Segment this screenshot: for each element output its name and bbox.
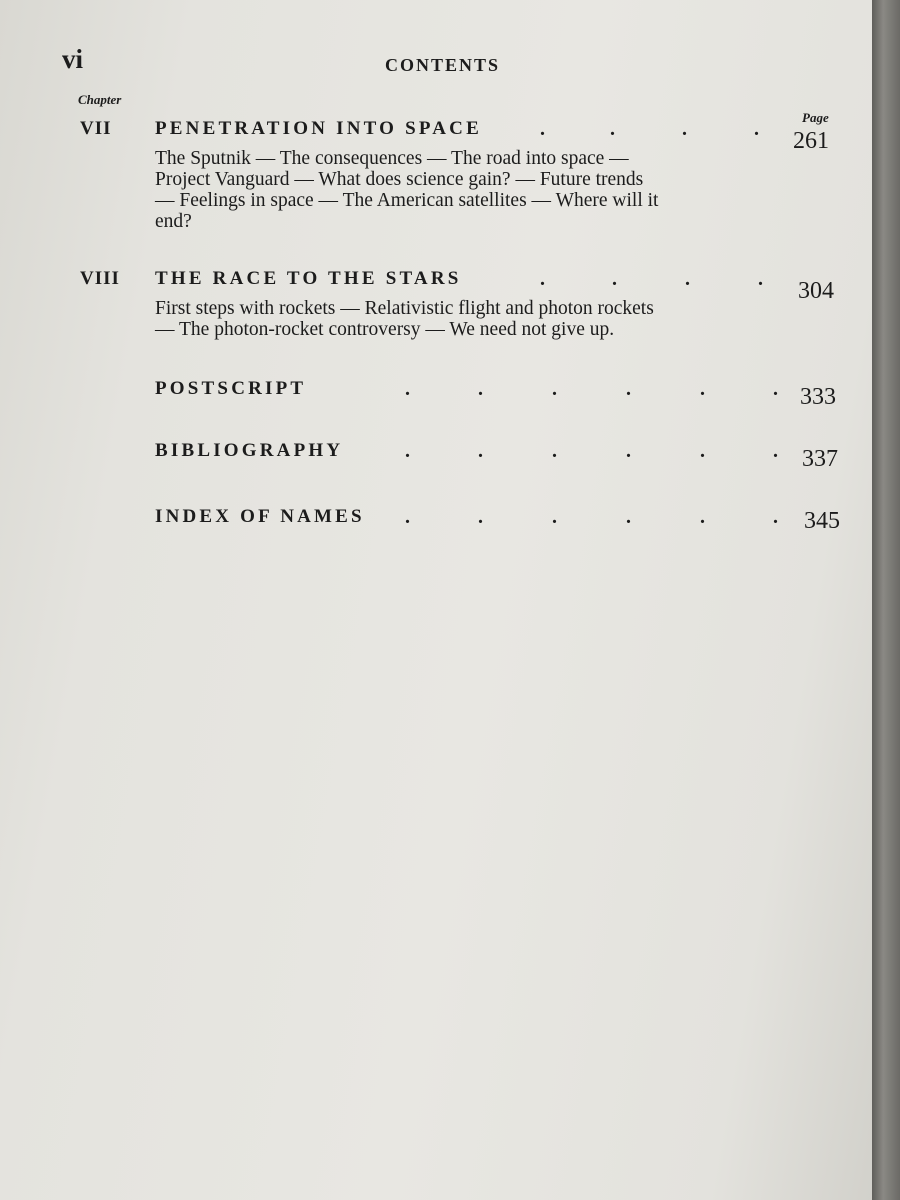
page-ref: 261: [793, 128, 829, 154]
chapter-title: THE RACE TO THE STARS: [155, 268, 462, 289]
chapter-title: PENETRATION INTO SPACE: [155, 118, 482, 139]
toc-entry: POSTSCRIPT . . . . . . 333: [155, 378, 836, 410]
section-title: INDEX OF NAMES: [155, 506, 365, 527]
summary-line: — Feelings in space — The American satellites — Where will it: [155, 190, 659, 211]
chapter-summary: [155, 298, 775, 340]
summary-line: Project Vanguard — What does science gain? — Future trends: [155, 169, 644, 190]
summary-line: — The photon-rocket controversy — We need not give up.: [155, 319, 615, 340]
summary-line: end?: [155, 211, 192, 232]
section-title: BIBLIOGRAPHY: [155, 440, 344, 461]
page-number: vi: [62, 44, 84, 74]
section-title: POSTSCRIPT: [155, 378, 307, 399]
chapter-number: VIII: [80, 268, 120, 289]
page-ref: 345: [804, 508, 840, 534]
page-column-label: Page: [802, 110, 829, 125]
summary-line: The Sputnik — The consequences — The road into space —: [155, 148, 629, 169]
toc-entry: VIII THE RACE TO THE STARS . . . . 304 First steps with rockets — Relativistic flight and photon rockets — The photon-rocket controversy — We need not give up.: [80, 268, 834, 340]
page-ref: 304: [798, 278, 834, 304]
page-ref: 337: [802, 446, 838, 472]
page-title: CONTENTS: [385, 55, 501, 75]
toc-entry: BIBLIOGRAPHY . . . . . . 337: [155, 440, 838, 472]
toc-entry: VII PENETRATION INTO SPACE . . . . 261 The Sputnik — The consequences — The road into space — Project Vanguard — What does science gain? — Future trends — Feelings in space — The American satellites — Where will it end?: [80, 118, 829, 232]
chapter-column-label: Chapter: [78, 92, 122, 107]
chapter-summary: [155, 148, 775, 232]
chapter-number: VII: [80, 118, 112, 139]
summary-line: First steps with rockets — Relativistic flight and photon rockets: [155, 298, 654, 319]
toc-entry: INDEX OF NAMES . . . . . . 345: [155, 506, 840, 534]
page-ref: 333: [800, 384, 836, 410]
page-edge-shadow: [872, 0, 900, 1200]
